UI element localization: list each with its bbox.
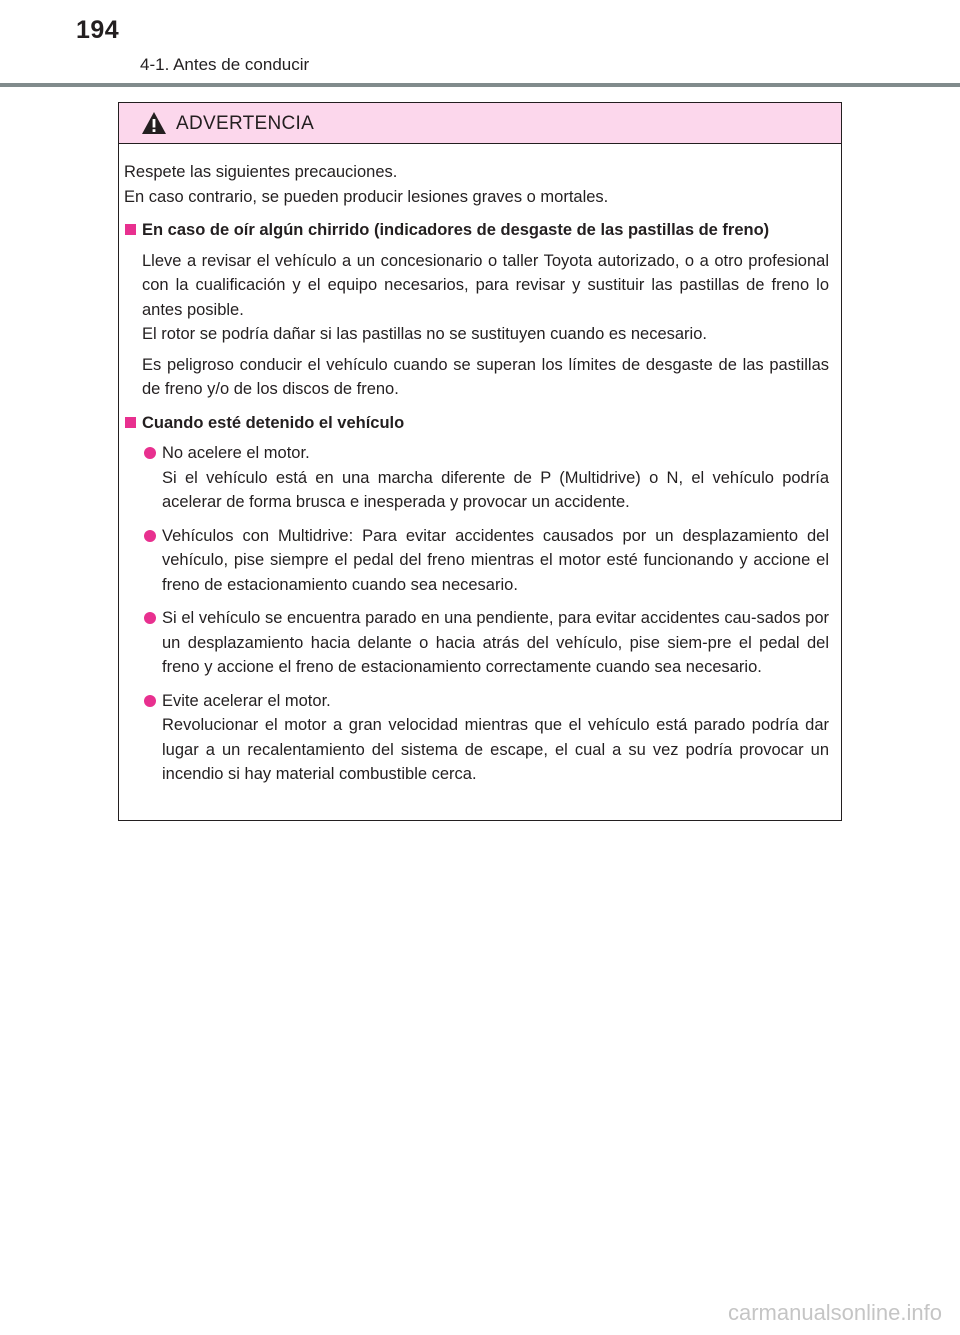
- round-bullet-icon: [144, 612, 156, 624]
- warning-body: [119, 144, 841, 787]
- bullet-line: Si el vehículo se encuentra parado en una pendiente, para evitar accidentes cau-sados por un desplazamiento hacia delante o hacia atrás del vehículo, pise siem-pre el pedal del freno y accione el freno de estacionamiento correctamente cuando sea necesario.: [162, 609, 829, 676]
- bullet-line: Vehículos con Multidrive: Para evitar accidentes causados por un desplazamiento del vehículo, pise siempre el pedal del freno mientras el motor esté funcionando y accione el freno de estacionamiento cuando sea necesario.: [162, 526, 829, 594]
- section-title: 4-1. Antes de conducir: [140, 55, 310, 74]
- square-bullet-icon: [125, 417, 136, 428]
- paragraph: [124, 353, 829, 402]
- list-item: [124, 524, 829, 598]
- bullet-line: Evite acelerar el motor.: [162, 691, 331, 710]
- section-heading-text: Cuando esté detenido el vehículo: [142, 413, 405, 432]
- bullet-line: Si el vehículo está en una marcha diferente de P (Multidrive) o N, el vehículo podría acelerar de forma brusca e inesperada y provocar un accidente.: [162, 468, 829, 511]
- header-rule: [0, 83, 960, 87]
- list-item: [124, 689, 829, 787]
- warning-triangle-icon: [141, 111, 167, 135]
- warning-header: [119, 103, 841, 144]
- intro-line: En caso contrario, se pueden producir lesiones graves o mortales.: [124, 187, 609, 206]
- round-bullet-icon: [144, 695, 156, 707]
- section-heading-vehicle-stopped: [124, 411, 829, 436]
- paragraph-line: Es peligroso conducir el vehículo cuando se superan los límites de desgaste de las pastillas de freno y/o de los discos de freno.: [142, 355, 829, 398]
- section-heading-text: En caso de oír algún chirrido (indicadores de desgaste de las pastillas de freno): [142, 221, 770, 239]
- paragraph-line: El rotor se podría dañar si las pastillas no se sustituyen cuando es necesario.: [142, 325, 707, 343]
- list-item: [124, 441, 829, 515]
- bullet-line: No acelere el motor.: [162, 444, 310, 462]
- paragraph: [124, 249, 829, 347]
- square-bullet-icon: [125, 224, 136, 235]
- warning-intro: [124, 160, 829, 209]
- intro-line: Respete las siguientes precauciones.: [124, 163, 398, 181]
- page-header: [0, 0, 960, 90]
- list-item: [124, 606, 829, 680]
- round-bullet-icon: [144, 447, 156, 459]
- bullet-line: Revolucionar el motor a gran velocidad mientras que el vehículo está parado podría dar lugar a un recalentamiento del sistema de escape, el cual a su vez podría provocar un incendio si hay material combustible cerca.: [162, 716, 829, 783]
- warning-box: [118, 102, 842, 821]
- page-number: 194: [76, 16, 120, 44]
- watermark: carmanualsonline.info: [727, 1300, 942, 1325]
- paragraph-line: Lleve a revisar el vehículo a un concesionario o taller Toyota autorizado, o a otro profesional con la cualificación y el equipo necesarios, para revisar y sustituir las pastillas de freno lo antes posible.: [142, 251, 829, 319]
- section-heading-brake-squeal: [124, 218, 829, 243]
- round-bullet-icon: [144, 530, 156, 542]
- warning-title: ADVERTENCIA: [176, 113, 315, 134]
- bullet-list: [124, 441, 829, 787]
